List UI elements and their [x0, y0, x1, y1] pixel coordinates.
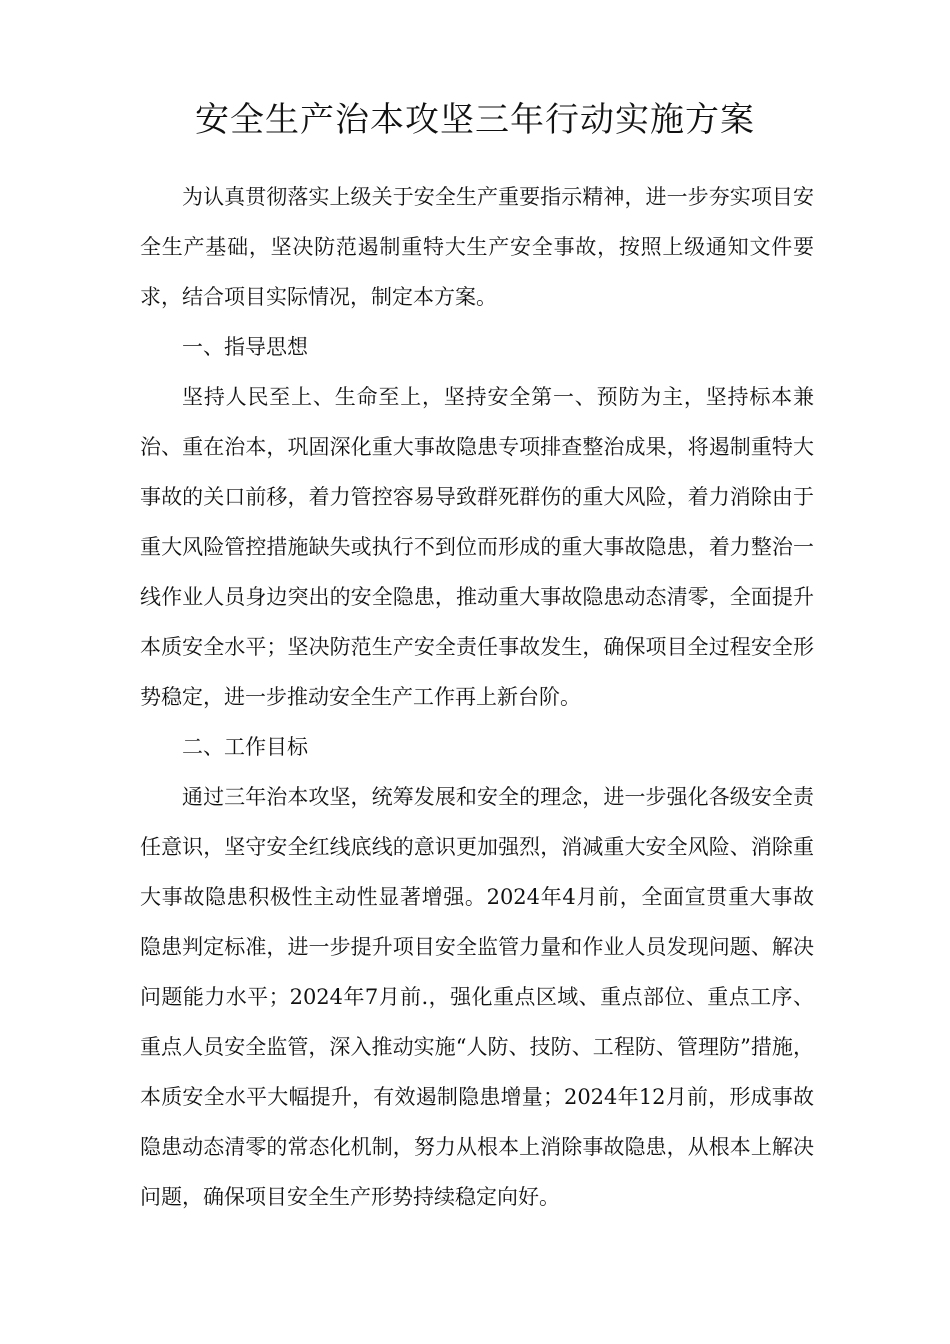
- section-heading-work-goals: 二、工作目标: [182, 735, 308, 759]
- section-paragraph-work-goals: 通过三年治本攻坚，统筹发展和安全的理念，进一步强化各级安全责任意识，坚守安全红线底线的意识更加强烈，消减重大安全风险、消除重大事故隐患积极性主动性显著增强。2024年4月前，全面宣贯重大事故隐患判定标准，进一步提升项目安全监管力量和作业人员发现问题、解决问题能力水平；2024年7月前.，强化重点区域、重点部位、重点工序、重点人员安全监管，深入推动实施“人防、技防、工程防、管理防”措施，本质安全水平大幅提升，有效遏制隐患增量；2024年12月前，形成事故隐患动态清零的常态化机制，努力从根本上消除事故隐患，从根本上解决问题，确保项目安全生产形势持续稳定向好。: [140, 785, 814, 1209]
- document-title: 安全生产治本攻坚三年行动实施方案: [195, 100, 755, 140]
- section-paragraph-guiding-ideology: 坚持人民至上、生命至上，坚持安全第一、预防为主，坚持标本兼治、重在治本，巩固深化重大事故隐患专项排查整治成果，将遏制重特大事故的关口前移，着力管控容易导致群死群伤的重大风险，着力消除由于重大风险管控措施缺失或执行不到位而形成的重大事故隐患，着力整治一线作业人员身边突出的安全隐患，推动重大事故隐患动态清零，全面提升本质安全水平；坚决防范生产安全责任事故发生，确保项目全过程安全形势稳定，进一步推动安全生产工作再上新台阶。: [140, 385, 814, 709]
- section-heading-guiding-ideology: 一、指导思想: [182, 335, 308, 359]
- document-body: [140, 172, 814, 1222]
- intro-paragraph: 为认真贯彻落实上级关于安全生产重要指示精神，进一步夯实项目安全生产基础，坚决防范遏制重特大生产安全事故，按照上级通知文件要求，结合项目实际情况，制定本方案。: [140, 185, 814, 309]
